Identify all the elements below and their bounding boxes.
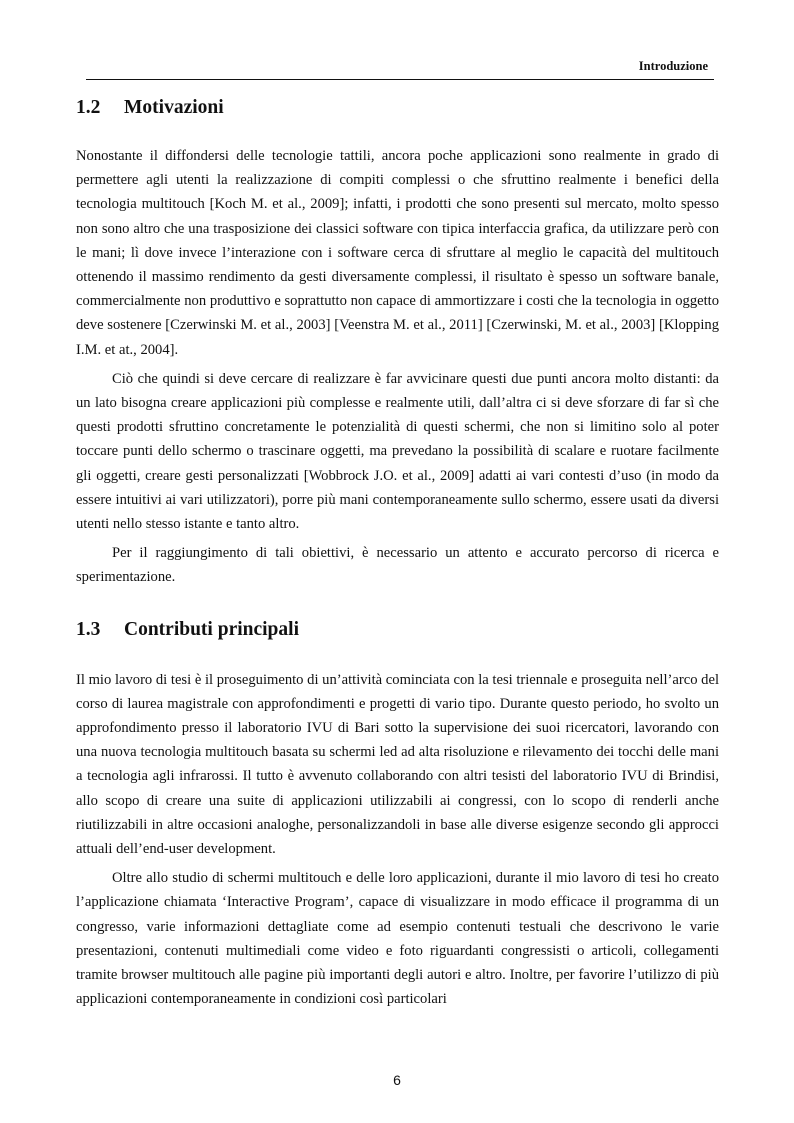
paragraph-motivazioni-1: Nonostante il diffondersi delle tecnologie tattili, ancora poche applicazioni sono realmente in grado di permettere agli utenti la realizzazione di compiti complessi o che sfruttino realmente i benefici della tecnologia multitouch [Koch M. et al., 2009]; infatti, i prodotti che sono presenti sul mercato, molto spesso non sono altro che una trasposizione dei classici software con tipica interfaccia grafica, da utilizzare però con le mani; lì dove invece l’interazione con i software cerca di sfruttare al meglio le capacità del multitouch ottenendo il massimo rendimento da gesti diversamente complessi, il risultato è spesso un software banale, commercialmente non produttivo e soprattutto non capace di ammortizzare i costi che la tecnologia in oggetto deve sostenere [Czerwinski M. et al., 2003] [Veenstra M. et al., 2011] [Czerwinski, M. et al., 2003] [Klopping I.M. et at., 2004]. [76, 148, 719, 358]
section-number: 1.3 [76, 618, 101, 640]
section-title: Contributi principali [124, 618, 299, 640]
section-heading-motivazioni [76, 94, 719, 122]
page-number: 6 [393, 1072, 401, 1088]
section-heading-contributi [76, 616, 719, 644]
page-content [76, 94, 719, 1012]
section-number: 1.2 [76, 97, 101, 118]
running-header-title: Introduzione [638, 59, 708, 73]
paragraph-motivazioni-3: Per il raggiungimento di tali obiettivi, è necessario un attento e accurato percorso di ricerca e sperimentazione. [76, 545, 719, 586]
paragraph-contributi-2: Oltre allo studio di schermi multitouch e delle loro applicazioni, durante il mio lavoro di tesi ho creato l’applicazione chiamata ‘Interactive Program’, capace di visualizzare in modo efficace il programma di un congresso, varie informazioni dettagliate come ad esempio contenuti testuali che descrivono le varie presentazioni, contenuti multimediali come video e foto riguardanti congressisti o articoli, collegamenti tramite browser multitouch alle pagine più importanti degli autori e altro. Inoltre, per favorire l’utilizzo di più applicazioni contemporaneamente in condizioni così particolari [76, 870, 719, 1008]
paragraph-contributi-1: Il mio lavoro di tesi è il proseguimento di un’attività cominciata con la tesi triennale e proseguita nell’arco del corso di laurea magistrale con approfondimenti e progetti di vario tipo. Durante questo periodo, ho svolto un approfondimento presso il laboratorio IVU di Bari sotto la supervisione dei suoi ricercatori, lavorando con una nuova tecnologia multitouch basata su schermi led ad alta risoluzione e rilevamento dei tocchi delle mani a tecnologia agli infrarossi. Il tutto è avvenuto collaborando con altri tesisti del laboratorio IVU di Brindisi, allo scopo di creare una suite di applicazioni utilizzabili ai congressi, con lo scopo di renderli anche riutilizzabili in altre occasioni analoghe, personalizzandoli in base alle diverse esigenze secondo gli approcci attuali dell’end-user development. [76, 671, 719, 858]
paragraph-motivazioni-2: Ciò che quindi si deve cercare di realizzare è far avvicinare questi due punti ancora molto distanti: da un lato bisogna creare applicazioni più complesse e realmente utili, dall’altra ci si deve sforzare di far sì che questi prodotti sfruttino concretamente le potenzialità di questi schermi, che non si limitino solo al poter toccare punti dello schermo o trascinare oggetti, ma prevedano la possibilità di scalare e ruotare facilmente gli oggetti, creare gesti personalizzati [Wobbrock J.O. et al., 2009] adatti ai vari contesti d’uso (in modo da essere intuitivi ai vari utilizzatori), porre più mani contemporaneamente sullo schermo, essere usati da diversi utenti nello stesso istante e tanto altro. [76, 370, 719, 533]
section-title: Motivazioni [124, 97, 224, 118]
header-rule [86, 79, 714, 80]
